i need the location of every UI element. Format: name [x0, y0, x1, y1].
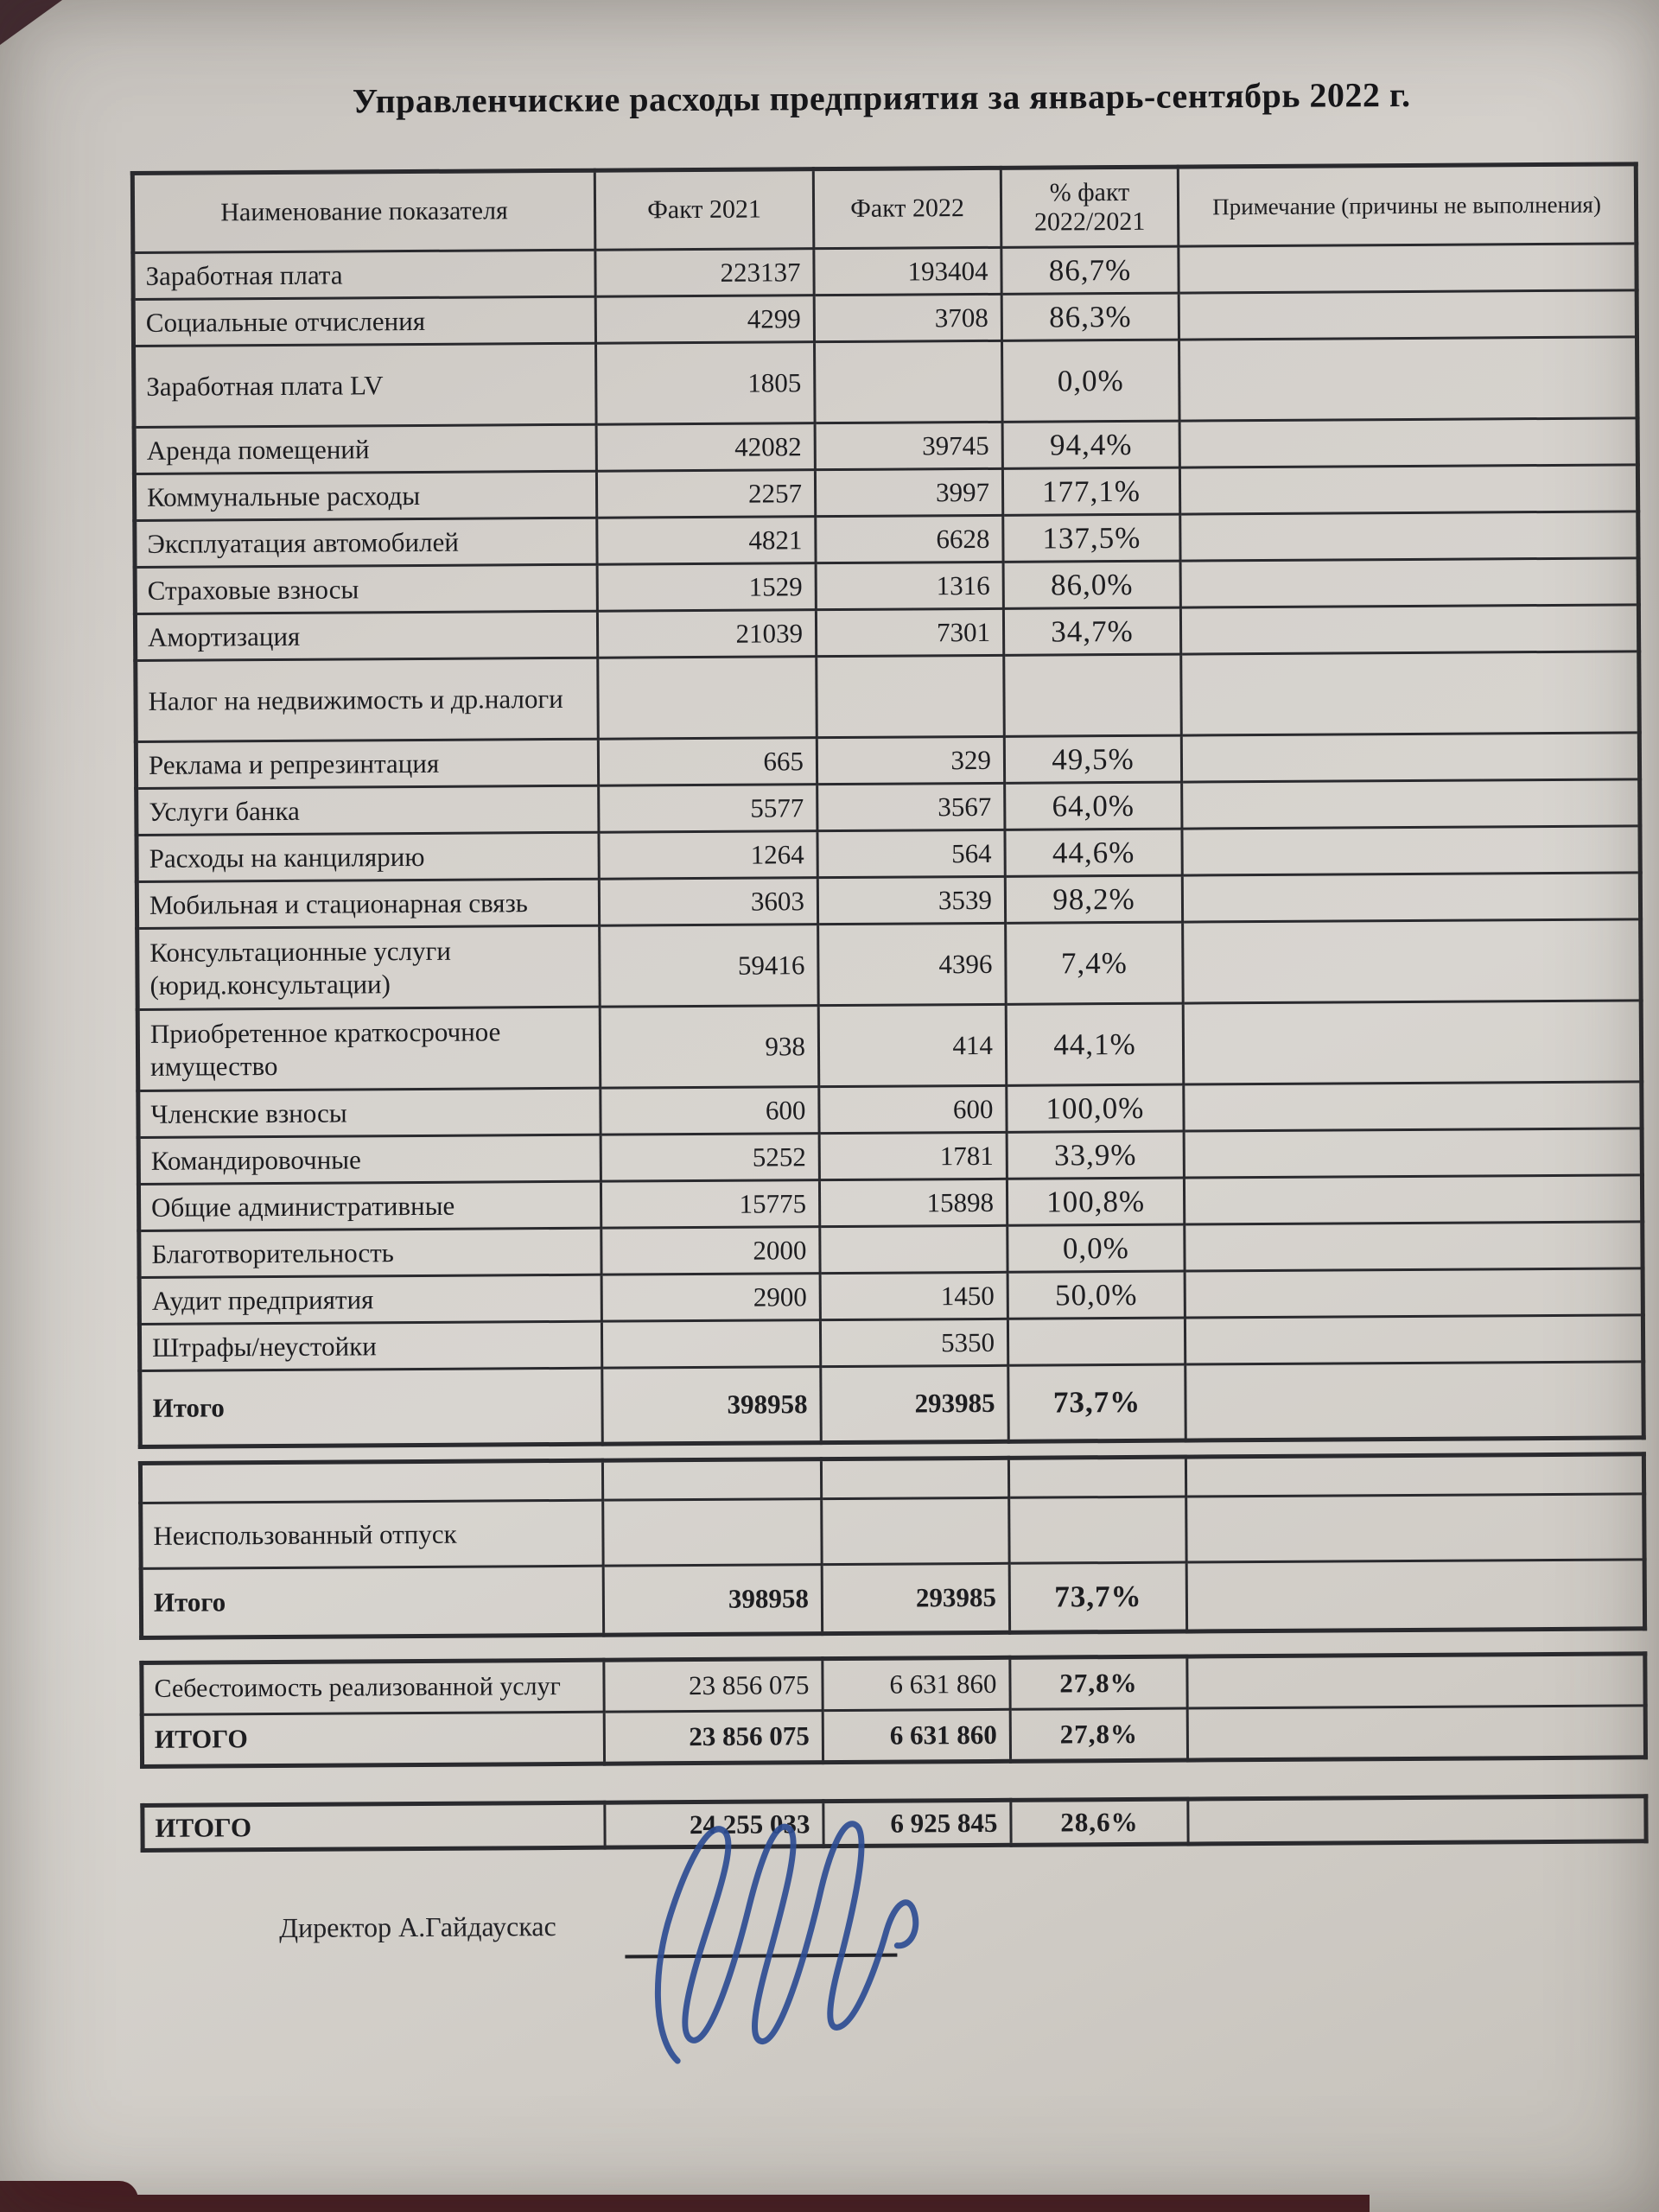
cell-fact-2022: 4396 — [818, 923, 1007, 1005]
col-header-fact-2022: Факт 2022 — [813, 168, 1001, 248]
cell-note — [1184, 1128, 1642, 1178]
cell-fact-2022: 7301 — [816, 608, 1003, 656]
cell-cost-label: Себестоимость реализованной услуг — [142, 1660, 604, 1714]
cell-percent: 0,0% — [1002, 340, 1180, 422]
cell-note — [1179, 418, 1637, 467]
cell-percent: 33,9% — [1007, 1131, 1184, 1179]
expenses-table-header-row — [132, 164, 1637, 253]
expense-row — [137, 1001, 1642, 1091]
col-header-percent: % факт 2022/2021 — [1001, 167, 1179, 247]
cell-fact-2022: 39745 — [815, 422, 1002, 469]
cell-percent: 177,1% — [1002, 467, 1179, 515]
director-label: Директор А.Гайдаускас — [279, 1910, 556, 1944]
cell-fact-2021: 2257 — [596, 470, 815, 518]
cell-vac-total-label: Итого — [141, 1566, 603, 1637]
cell-note — [1179, 337, 1637, 421]
cell-fact-2021: 938 — [600, 1006, 819, 1089]
expense-row — [137, 919, 1642, 1010]
cell-fact-2021: 3603 — [599, 878, 817, 926]
cell-indicator-name: Мобильная и стационарная связь — [137, 879, 599, 928]
cell-indicator-name: Приобретенное краткосрочное имущество — [137, 1007, 601, 1090]
cell-note — [1185, 1315, 1643, 1364]
col-header-fact-2021: Факт 2021 — [594, 169, 814, 251]
cost-total-row — [142, 1706, 1645, 1767]
cell-indicator-name: Налог на недвижимость и др.налоги — [136, 658, 599, 741]
document-content — [130, 51, 1646, 2190]
cell-fact-2021: 1805 — [596, 342, 816, 425]
cell-note — [1180, 605, 1638, 654]
signature-block — [141, 1870, 1646, 2190]
cell-percent: 137,5% — [1003, 514, 1180, 562]
cell-fact-2021 — [598, 657, 817, 740]
cell-percent: 100,0% — [1007, 1084, 1184, 1132]
cell-note — [1185, 1222, 1643, 1271]
cell-grand-total-2021: 24 255 033 — [605, 1802, 823, 1848]
cell-note — [1182, 779, 1640, 829]
cell-note — [1180, 558, 1638, 607]
cell-note — [1183, 1001, 1642, 1084]
cell-fact-2021: 2900 — [601, 1274, 820, 1322]
cell-vacation-label: Неиспользованный отпуск — [141, 1500, 603, 1568]
cell-fact-2022: 414 — [818, 1004, 1007, 1086]
cell-cost-pct: 27,8% — [1010, 1656, 1187, 1709]
cell-note — [1183, 919, 1642, 1003]
cell-indicator-name: Аудит предприятия — [139, 1274, 601, 1324]
cell-fact-2021 — [601, 1320, 820, 1369]
cell-percent: 44,6% — [1005, 829, 1182, 876]
cell-note — [1179, 290, 1637, 340]
cell-fact-2022: 1316 — [816, 562, 1003, 609]
director-signature-ink — [611, 1791, 950, 2087]
cell-fact-2022: 1450 — [820, 1272, 1007, 1319]
cell-fact-2021: 1529 — [597, 563, 816, 612]
cell-fact-2022: 3708 — [814, 294, 1001, 341]
cell-total-label: Итого — [140, 1368, 603, 1446]
cell-fact-2021: 4299 — [595, 296, 814, 344]
cell-percent: 86,3% — [1001, 293, 1179, 340]
cell-indicator-name: Заработная плата LV — [134, 343, 597, 427]
cell-percent: 86,7% — [1001, 246, 1179, 294]
cell-fact-2021: 223137 — [595, 249, 814, 297]
cell-fact-2022: 329 — [817, 736, 1004, 784]
cell-fact-2022 — [820, 1225, 1007, 1273]
cost-row — [142, 1654, 1645, 1715]
col-header-indicator: Наименование показателя — [132, 170, 595, 252]
cell-fact-2022 — [817, 655, 1005, 737]
cell-indicator-name: Заработная плата — [133, 250, 595, 299]
cell-fact-2022: 5350 — [820, 1319, 1007, 1366]
cell-percent: 7,4% — [1006, 922, 1184, 1004]
cell-fact-2022: 15898 — [819, 1179, 1007, 1226]
cell-cost-2021: 23 856 075 — [604, 1659, 823, 1713]
cost-table — [139, 1651, 1648, 1769]
cell-fact-2022: 3567 — [817, 783, 1005, 830]
cell-fact-2022: 564 — [817, 830, 1005, 877]
cell-fact-2021: 59416 — [600, 925, 819, 1007]
cell-percent: 100,8% — [1007, 1178, 1184, 1225]
cell-note — [1181, 733, 1639, 782]
photo-bottom-edge — [0, 2195, 1370, 2212]
cell-total-fact-2022: 293985 — [821, 1365, 1009, 1442]
cell-cost-total-2022: 6 631 860 — [823, 1709, 1010, 1762]
expenses-table-body — [133, 244, 1643, 1371]
cell-indicator-name: Амортизация — [135, 611, 597, 660]
vacation-label-row — [141, 1494, 1644, 1569]
expenses-total-row — [140, 1362, 1644, 1447]
expenses-table — [130, 162, 1646, 1449]
cell-fact-2021: 5577 — [599, 785, 817, 833]
page-title: Управленчиские расходы предприятия за январь-сентябрь 2022 г. — [352, 74, 1411, 121]
cell-grand-total-2022: 6 925 845 — [823, 1800, 1011, 1847]
cell-fact-2022: 1781 — [819, 1132, 1007, 1179]
vacation-total-row — [141, 1560, 1644, 1638]
cell-percent — [1004, 654, 1182, 736]
cell-grand-total-pct: 28,6% — [1011, 1799, 1188, 1845]
cell-indicator-name: Социальные отчисления — [133, 296, 595, 346]
cell-percent: 50,0% — [1007, 1271, 1185, 1319]
cell-fact-2022: 3539 — [817, 876, 1005, 924]
cell-fact-2021: 1264 — [599, 831, 817, 880]
cell-vac-total-2022: 293985 — [822, 1563, 1009, 1633]
cell-percent: 64,0% — [1005, 782, 1182, 830]
cell-indicator-name: Штрафы/неустойки — [139, 1321, 601, 1370]
cell-fact-2021: 4821 — [597, 517, 816, 565]
cell-fact-2022: 6628 — [816, 515, 1003, 563]
cell-indicator-name: Членские взносы — [138, 1088, 601, 1137]
expense-row — [134, 337, 1638, 428]
cell-fact-2021: 15775 — [601, 1180, 819, 1229]
cell-note — [1182, 826, 1640, 875]
cell-total-note — [1185, 1362, 1644, 1440]
cell-fact-2022 — [815, 340, 1003, 423]
cell-cost-total-label: ИТОГО — [142, 1712, 604, 1766]
cell-vac-total-2021: 398958 — [603, 1565, 822, 1636]
cell-cost-total-2021: 23 856 075 — [604, 1711, 823, 1764]
cell-fact-2022: 3997 — [815, 468, 1002, 516]
cell-fact-2021: 665 — [598, 738, 817, 786]
cell-note — [1181, 652, 1640, 735]
cell-total-percent: 73,7% — [1008, 1364, 1186, 1441]
cell-fact-2021: 2000 — [601, 1227, 820, 1275]
cell-fact-2021: 21039 — [597, 610, 816, 658]
expense-row — [136, 652, 1640, 742]
cell-note — [1180, 512, 1638, 561]
cell-total-fact-2021: 398958 — [602, 1367, 822, 1445]
cell-indicator-name: Общие административные — [138, 1181, 601, 1230]
cell-indicator-name: Услуги банка — [137, 785, 599, 835]
cell-fact-2021: 42082 — [596, 423, 815, 472]
cell-fact-2021: 600 — [601, 1087, 819, 1135]
cell-cost-2022: 6 631 860 — [823, 1657, 1010, 1710]
cell-indicator-name: Эксплуатация автомобилей — [135, 518, 597, 567]
cell-cost-total-pct: 27,8% — [1010, 1708, 1187, 1761]
cell-percent: 86,0% — [1003, 561, 1180, 608]
cell-percent — [1007, 1318, 1185, 1365]
cell-percent: 0,0% — [1007, 1224, 1185, 1272]
cell-indicator-name: Аренда помещений — [134, 424, 596, 474]
cell-fact-2021: 5252 — [601, 1134, 819, 1182]
cell-note — [1185, 1268, 1643, 1318]
cell-vac-total-pct: 73,7% — [1009, 1562, 1186, 1632]
cell-percent: 49,5% — [1004, 735, 1181, 783]
vacation-table — [138, 1452, 1647, 1640]
cell-note — [1184, 1175, 1642, 1224]
cell-indicator-name: Командировочные — [138, 1135, 601, 1184]
cell-note — [1184, 1082, 1642, 1131]
cell-indicator-name: Коммунальные расходы — [134, 471, 596, 520]
cell-fact-2022: 193404 — [814, 247, 1001, 295]
col-header-note: Примечание (причины не выполнения) — [1178, 164, 1637, 246]
cell-indicator-name: Благотворительность — [139, 1228, 601, 1277]
cell-indicator-name: Страховые взносы — [135, 564, 597, 613]
cell-indicator-name: Консультационные услуги (юрид.консультации) — [137, 925, 601, 1009]
cell-fact-2022: 600 — [819, 1085, 1007, 1133]
cell-percent: 44,1% — [1006, 1003, 1184, 1085]
cell-note — [1179, 244, 1637, 293]
cell-percent: 98,2% — [1005, 875, 1182, 923]
cell-indicator-name: Реклама и репрезинтация — [136, 739, 598, 788]
cell-percent: 34,7% — [1003, 607, 1180, 655]
cell-indicator-name: Расходы на канцилярию — [137, 832, 599, 881]
cell-note — [1182, 873, 1640, 922]
cell-percent: 94,4% — [1002, 421, 1179, 468]
photo-corner-shadow — [0, 0, 62, 45]
cell-grand-total-label: ИТОГО — [143, 1802, 605, 1850]
cell-note — [1179, 465, 1637, 514]
